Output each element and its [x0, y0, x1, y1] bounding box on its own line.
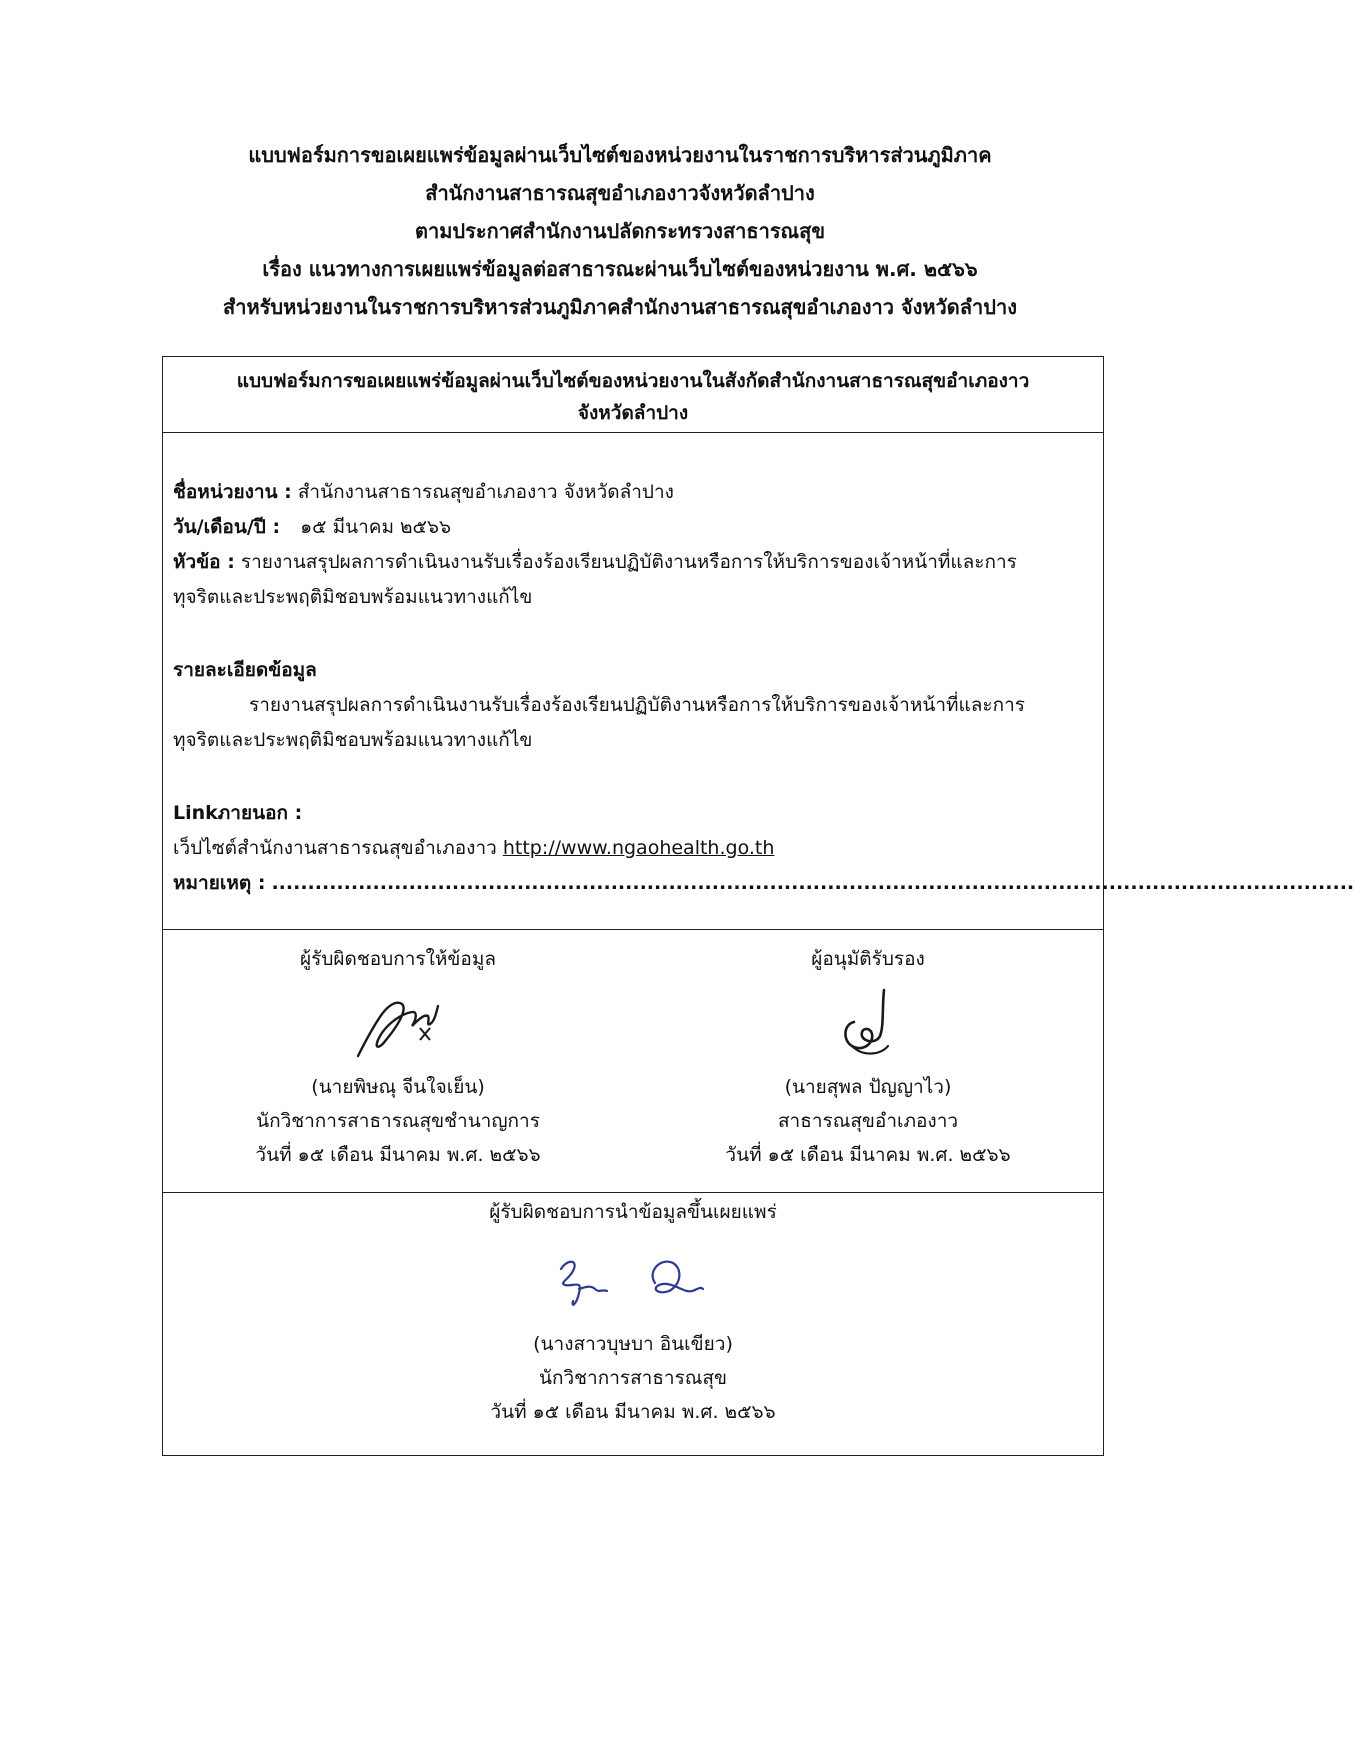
publication-request-form	[162, 356, 1354, 1456]
topic-label: หัวข้อ :	[173, 551, 235, 573]
topic-value-line-2: ทุจริตและประพฤติมิชอบพร้อมแนวทางแก้ไข	[173, 586, 533, 608]
topic-value-line-1: รายงานสรุปผลการดำเนินงานรับเรื่องร้องเรียนปฏิบัติงานหรือการให้บริการของเจ้าหน้าที่และการ	[240, 551, 1017, 573]
approver-position: สาธารณสุขอำเภองาว	[777, 1110, 959, 1132]
provider-position: นักวิชาการสาธารณสุขชำนาญการ	[256, 1110, 540, 1132]
form-info	[173, 475, 1354, 901]
document-header	[60, 136, 1180, 326]
approver-date: วันที่ ๑๕ เดือน มีนาคม พ.ศ. ๒๕๖๖	[725, 1144, 1011, 1166]
details-label: รายละเอียดข้อมูล	[173, 659, 317, 681]
provider-date: วันที่ ๑๕ เดือน มีนาคม พ.ศ. ๒๕๖๖	[255, 1144, 541, 1166]
header-line-3: ตามประกาศสำนักงานปลัดกระทรวงสาธารณสุข	[414, 219, 825, 243]
date-row	[173, 510, 1093, 545]
header-line-1: แบบฟอร์มการขอเผยแพร่ข้อมูลผ่านเว็บไซต์ของหน่วยงานในราชการบริหารส่วนภูมิภาค	[248, 143, 992, 167]
remark-label: หมายเหตุ :	[173, 872, 266, 894]
provider-signature-block	[163, 930, 633, 1172]
website-link[interactable]: http://www.ngaohealth.go.th	[502, 837, 775, 859]
date-label: วัน/เดือน/ปี :	[173, 516, 281, 538]
form-title-line-2: จังหวัดลำปาง	[577, 402, 689, 424]
publisher-signature-image	[543, 1249, 723, 1319]
external-link-label: Linkภายนอก :	[173, 802, 303, 824]
form-title	[163, 357, 1103, 433]
publisher-date: วันที่ ๑๕ เดือน มีนาคม พ.ศ. ๒๕๖๖	[490, 1401, 776, 1423]
header-line-2: สำนักงานสาธารณสุขอำเภองาวจังหวัดลำปาง	[425, 181, 815, 205]
header-line-4: เรื่อง แนวทางการเผยแพร่ข้อมูลต่อสาธารณะผ่านเว็บไซต์ของหน่วยงาน พ.ศ. ๒๕๖๖	[262, 257, 978, 281]
approver-role: ผู้อนุมัติรับรอง	[811, 948, 925, 970]
website-text: เว็ปไซต์สำนักงานสาธารณสุขอำเภองาว	[173, 837, 497, 859]
approval-section	[163, 929, 1103, 1193]
publisher-role: ผู้รับผิดชอบการนำข้อมูลขึ้นเผยแพร่	[489, 1201, 777, 1223]
provider-name: (นายพิษณุ จีนใจเย็น)	[311, 1076, 485, 1098]
approver-signature-block	[633, 930, 1103, 1172]
header-line-5: สำหรับหน่วยงานในราชการบริหารส่วนภูมิภาคสำนักงานสาธารณสุขอำเภองาว จังหวัดลำปาง	[223, 295, 1017, 319]
topic-row	[173, 545, 1093, 580]
provider-signature-image	[338, 984, 458, 1064]
provider-role: ผู้รับผิดชอบการให้ข้อมูล	[300, 948, 496, 970]
publisher-position: นักวิชาการสาธารณสุข	[538, 1367, 728, 1389]
agency-row	[173, 475, 1093, 510]
remark-row	[173, 866, 1354, 901]
approver-name: (นายสุพล ปัญญาไว)	[784, 1076, 952, 1098]
details-line-2: ทุจริตและประพฤติมิชอบพร้อมแนวทางแก้ไข	[173, 729, 533, 751]
agency-value: สำนักงานสาธารณสุขอำเภองาว จังหวัดลำปาง	[297, 481, 674, 503]
details-line-1: รายงานสรุปผลการดำเนินงานรับเรื่องร้องเรียนปฏิบัติงานหรือการให้บริการของเจ้าหน้าที่และการ	[249, 694, 1026, 716]
date-value: ๑๕ มีนาคม ๒๕๖๖	[300, 516, 452, 538]
publisher-signature-block	[163, 1193, 1103, 1429]
approver-signature-image	[818, 984, 918, 1064]
form-title-line-1: แบบฟอร์มการขอเผยแพร่ข้อมูลผ่านเว็บไซต์ของหน่วยงานในสังกัดสำนักงานสาธารณสุขอำเภองาว	[236, 370, 1030, 392]
remark-dots: ......................................................................................................................................................	[271, 872, 1354, 894]
website-row	[173, 831, 1093, 866]
publisher-name: (นางสาวบุษบา อินเขียว)	[533, 1333, 733, 1355]
agency-label: ชื่อหน่วยงาน :	[173, 481, 292, 503]
